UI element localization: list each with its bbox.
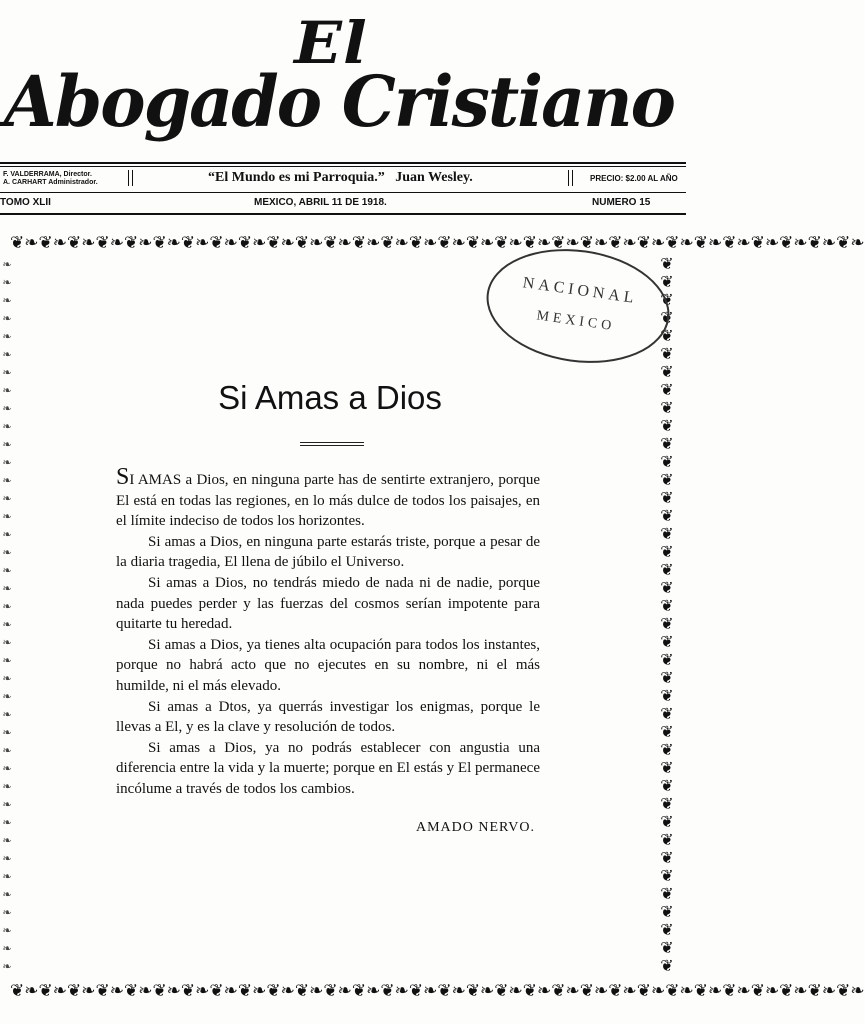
meta-rule (0, 213, 686, 215)
info-row (0, 168, 686, 194)
price: PRECIO: $2.00 AL AÑO (590, 174, 678, 183)
article-author: AMADO NERVO. (416, 820, 535, 835)
motto (208, 170, 473, 186)
staff-director: F. VALDERRAMA, Director. (3, 171, 92, 178)
issue-date: MEXICO, ABRIL 11 DE 1918. (254, 197, 387, 208)
paragraph: Si amas a Dtos, ya querrás investigar los enigmas, porque le llevas a El, y es la clave y resolución de todos. (116, 698, 540, 736)
paragraph: Si amas a Dios, en ninguna parte estarás triste, porque a pesar de la diaria tragedia, El llena de júbilo el Universo. (116, 533, 540, 571)
masthead-title: Abogado Cristiano (4, 60, 674, 143)
masthead-rule-top-thin (0, 166, 686, 167)
staff-credits (3, 171, 98, 187)
paragraph-text: a Dios, en ninguna parte has de sentirte extranjero, porque El está en todas las regiones, en lo más dulce de todos los paisajes, en el límite indeciso de todos los horizontes. (116, 472, 540, 530)
info-rule (0, 192, 686, 193)
stamp-line-1: NACIONAL (521, 274, 639, 308)
title-rule (300, 445, 364, 446)
masthead-article: El (294, 9, 368, 77)
issue-number: NUMERO 15 (592, 197, 651, 208)
issue-meta (0, 197, 686, 213)
masthead-rule-top (0, 162, 686, 164)
staff-administrator: A. CARHART Administrador. (3, 179, 98, 186)
ornamental-border-bottom: ❦❧❦❧❦❧❦❧❦❧❦❧❦❧❦❧❦❧❦❧❦❧❦❧❦❧❦❧❦❧❦❧❦❧❦❧❦❧❦❧❦❧❦❧❦❧❦❧❦❧❦❧❦❧❦❧❦❧❦❧ (10, 981, 865, 1000)
article-title: Si Amas a Dios (218, 379, 442, 416)
title-rule (300, 442, 364, 443)
motto-text: “El Mundo es mi Parroquia.” (208, 170, 385, 185)
article-body (116, 464, 540, 800)
paragraph: Si amas a Dios, ya tienes alta ocupación para todos los instantes, porque no habrá acto que no ejecutes en su nombre, ni el más humilde, ni el más elevado. (116, 636, 540, 694)
paragraph (116, 464, 540, 532)
drop-cap: S (116, 464, 130, 490)
separator (128, 170, 133, 186)
paragraph: Si amas a Dios, no tendrás miedo de nada ni de nadie, porque nada puedes perder y las fuerzas del cosmos serían impotente para quitarte tu heredad. (116, 574, 540, 633)
lead-in: I AMAS (129, 472, 182, 488)
paragraph: Si amas a Dios, ya no podrás establecer con angustia una diferencia entre la vida y la muerte; porque en El estás y El permanece incólume a través de todos los cambios. (116, 739, 540, 797)
volume: TOMO XLII (0, 197, 51, 208)
library-stamp (479, 238, 677, 375)
ornamental-border-left: ❧❧❧❧❧❧❧❧❧❧❧❧❧❧❧❧❧❧❧❧❧❧❧❧❧❧❧❧❧❧❧❧❧❧❧❧❧❧❧❧ (2, 259, 12, 973)
ornamental-border-top: ❦❧❦❧❦❧❦❧❦❧❦❧❦❧❦❧❦❧❦❧❦❧❦❧❦❧❦❧❦❧❦❧❦❧❦❧❦❧❦❧❦❧❦❧❦❧❦❧❦❧❦❧❦❧❦❧❦❧❦❧ (10, 233, 865, 252)
separator (568, 170, 573, 186)
motto-author: Juan Wesley. (395, 170, 473, 185)
ornamental-border-right: ❦❦❦❦❦❦❦❦❦❦❦❦❦❦❦❦❦❦❦❦❦❦❦❦❦❦❦❦❦❦❦❦❦❦❦❦❦❦❦❦ (660, 256, 674, 975)
stamp-line-2: MEXICO (535, 308, 617, 335)
